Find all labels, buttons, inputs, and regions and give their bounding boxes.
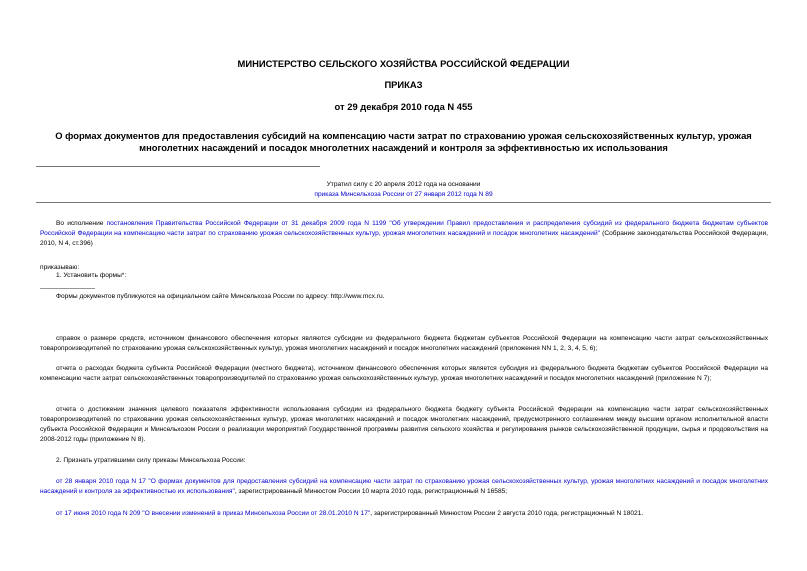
form-item-1: справок о размере средств, источником финансового обеспечения которых являются субсидии из федерального бюджета бюджетам субъектов Российской Федерации на компенсацию части затрат сельскохозяйственных товаропроизводителей по страхованию урожая сельскохозяйственных культур, урожая многолетних насаждений и посадок многолетних насаждений (приложения NN 1, 2, 3, 4, 5, 6); [40, 335, 768, 352]
status-note-line1: Утратил силу с 20 апреля 2012 года на основании [326, 181, 481, 188]
preamble-lead: Во исполнение [56, 220, 107, 227]
repealed-order-1 [40, 477, 768, 497]
form-item-2: отчета о расходах бюджета субъекта Российской Федерации (местного бюджета), источником финансового обеспечения которых является субсидия из федерального бюджета бюджетам субъектов Российской Федерации на компенсацию части затрат сельскохозяйственных товаропроизводителей по страхованию урожая сельскохозяйственных культур, урожая многолетних насаждений и посадок многолетних насаждений (приложение N 7); [40, 365, 768, 382]
item-1: 1. Установить формы*: [56, 272, 127, 279]
order-word: приказываю: [40, 264, 80, 271]
repeal-order-link[interactable]: приказа Минсельхоза России от 27 января 2012 года N 89 [314, 191, 493, 198]
document-title: О формах документов для предоставления субсидий на компенсацию части затрат по страхованию урожая сельскохозяйственных культур, урожая многолетних насаждений и посадок многолетних насаждений и контроля за эффективностью их использования [55, 130, 752, 153]
footnote-text: Формы документов публикуются на официальном сайте Минсельхоза России по адресу: http://www.mcx.ru. [56, 293, 385, 300]
divider-full [36, 202, 771, 203]
date-number-heading: от 29 декабря 2010 года N 455 [334, 101, 473, 112]
item-2: 2. Признать утратившими силу приказы Минсельхоза России: [56, 457, 246, 464]
footnote-rule: _______________ [40, 282, 96, 289]
repealed-order-2 [40, 509, 768, 519]
preamble-tail: (Собрание законодательства Российской Федерации, 2010, N 4, ст.396) [40, 230, 768, 247]
repealed-order-2-tail: , зарегистрированный Минюстом России 2 августа 2010 года, регистрационный N 18021. [370, 510, 644, 517]
divider-top-left [36, 166, 320, 167]
repealed-order-1-tail: , зарегистрированный Минюстом России 10 марта 2010 года, регистрационный N 16585; [234, 488, 508, 495]
repealed-order-1-link[interactable]: от 28 января 2010 года N 17 "О формах документов для предоставления субсидий на компенсацию части затрат по страхованию урожая сельскохозяйственных культур, урожая многолетних насаждений и посадок многолетних насаждений и контроля за эффективностью их использования" [40, 478, 768, 495]
repealed-order-2-link[interactable]: от 17 июня 2010 года N 209 "О внесении изменений в приказ Минсельхоза России от 28.01.2010 N 17" [56, 510, 371, 517]
form-item-3: отчета о достижении значения целевого показателя эффективности использования субсидии из федерального бюджета бюджету субъекта Российской Федерации на компенсацию части затрат сельскохозяйственных товаропроизводителей по страхованию урожая сельскохозяйственных культур, урожая многолетних насаждений и посадок многолетних насаждений, предусмотренного соглашением между высшим органом исполнительной власти субъекта Российской Федерации и Минсельхозом России о реализации мероприятий Государственной программы развития сельского хозяйства и регулирования рынков сельскохозяйственной продукции, сырья и продовольствия на 2008-2012 годы (приложение N 8). [40, 406, 768, 443]
doc-type-heading: ПРИКАЗ [384, 79, 423, 90]
status-note-line2 [0, 190, 807, 200]
preamble-paragraph [40, 219, 768, 249]
ministry-heading: МИНИСТЕРСТВО СЕЛЬСКОГО ХОЗЯЙСТВА РОССИЙСКОЙ ФЕДЕРАЦИИ [237, 58, 570, 69]
government-decree-link[interactable]: постановления Правительства Российской Федерации от 31 декабря 2009 года N 1199 "Об утверждении Правил предоставления и распределения субсидий из федерального бюджета бюджетам субъектов Российской Федерации на компенсацию части затрат по страхованию урожая сельскохозяйственных культур, урожая многолетних насаждений и посадок многолетних насаждений" [40, 220, 768, 237]
